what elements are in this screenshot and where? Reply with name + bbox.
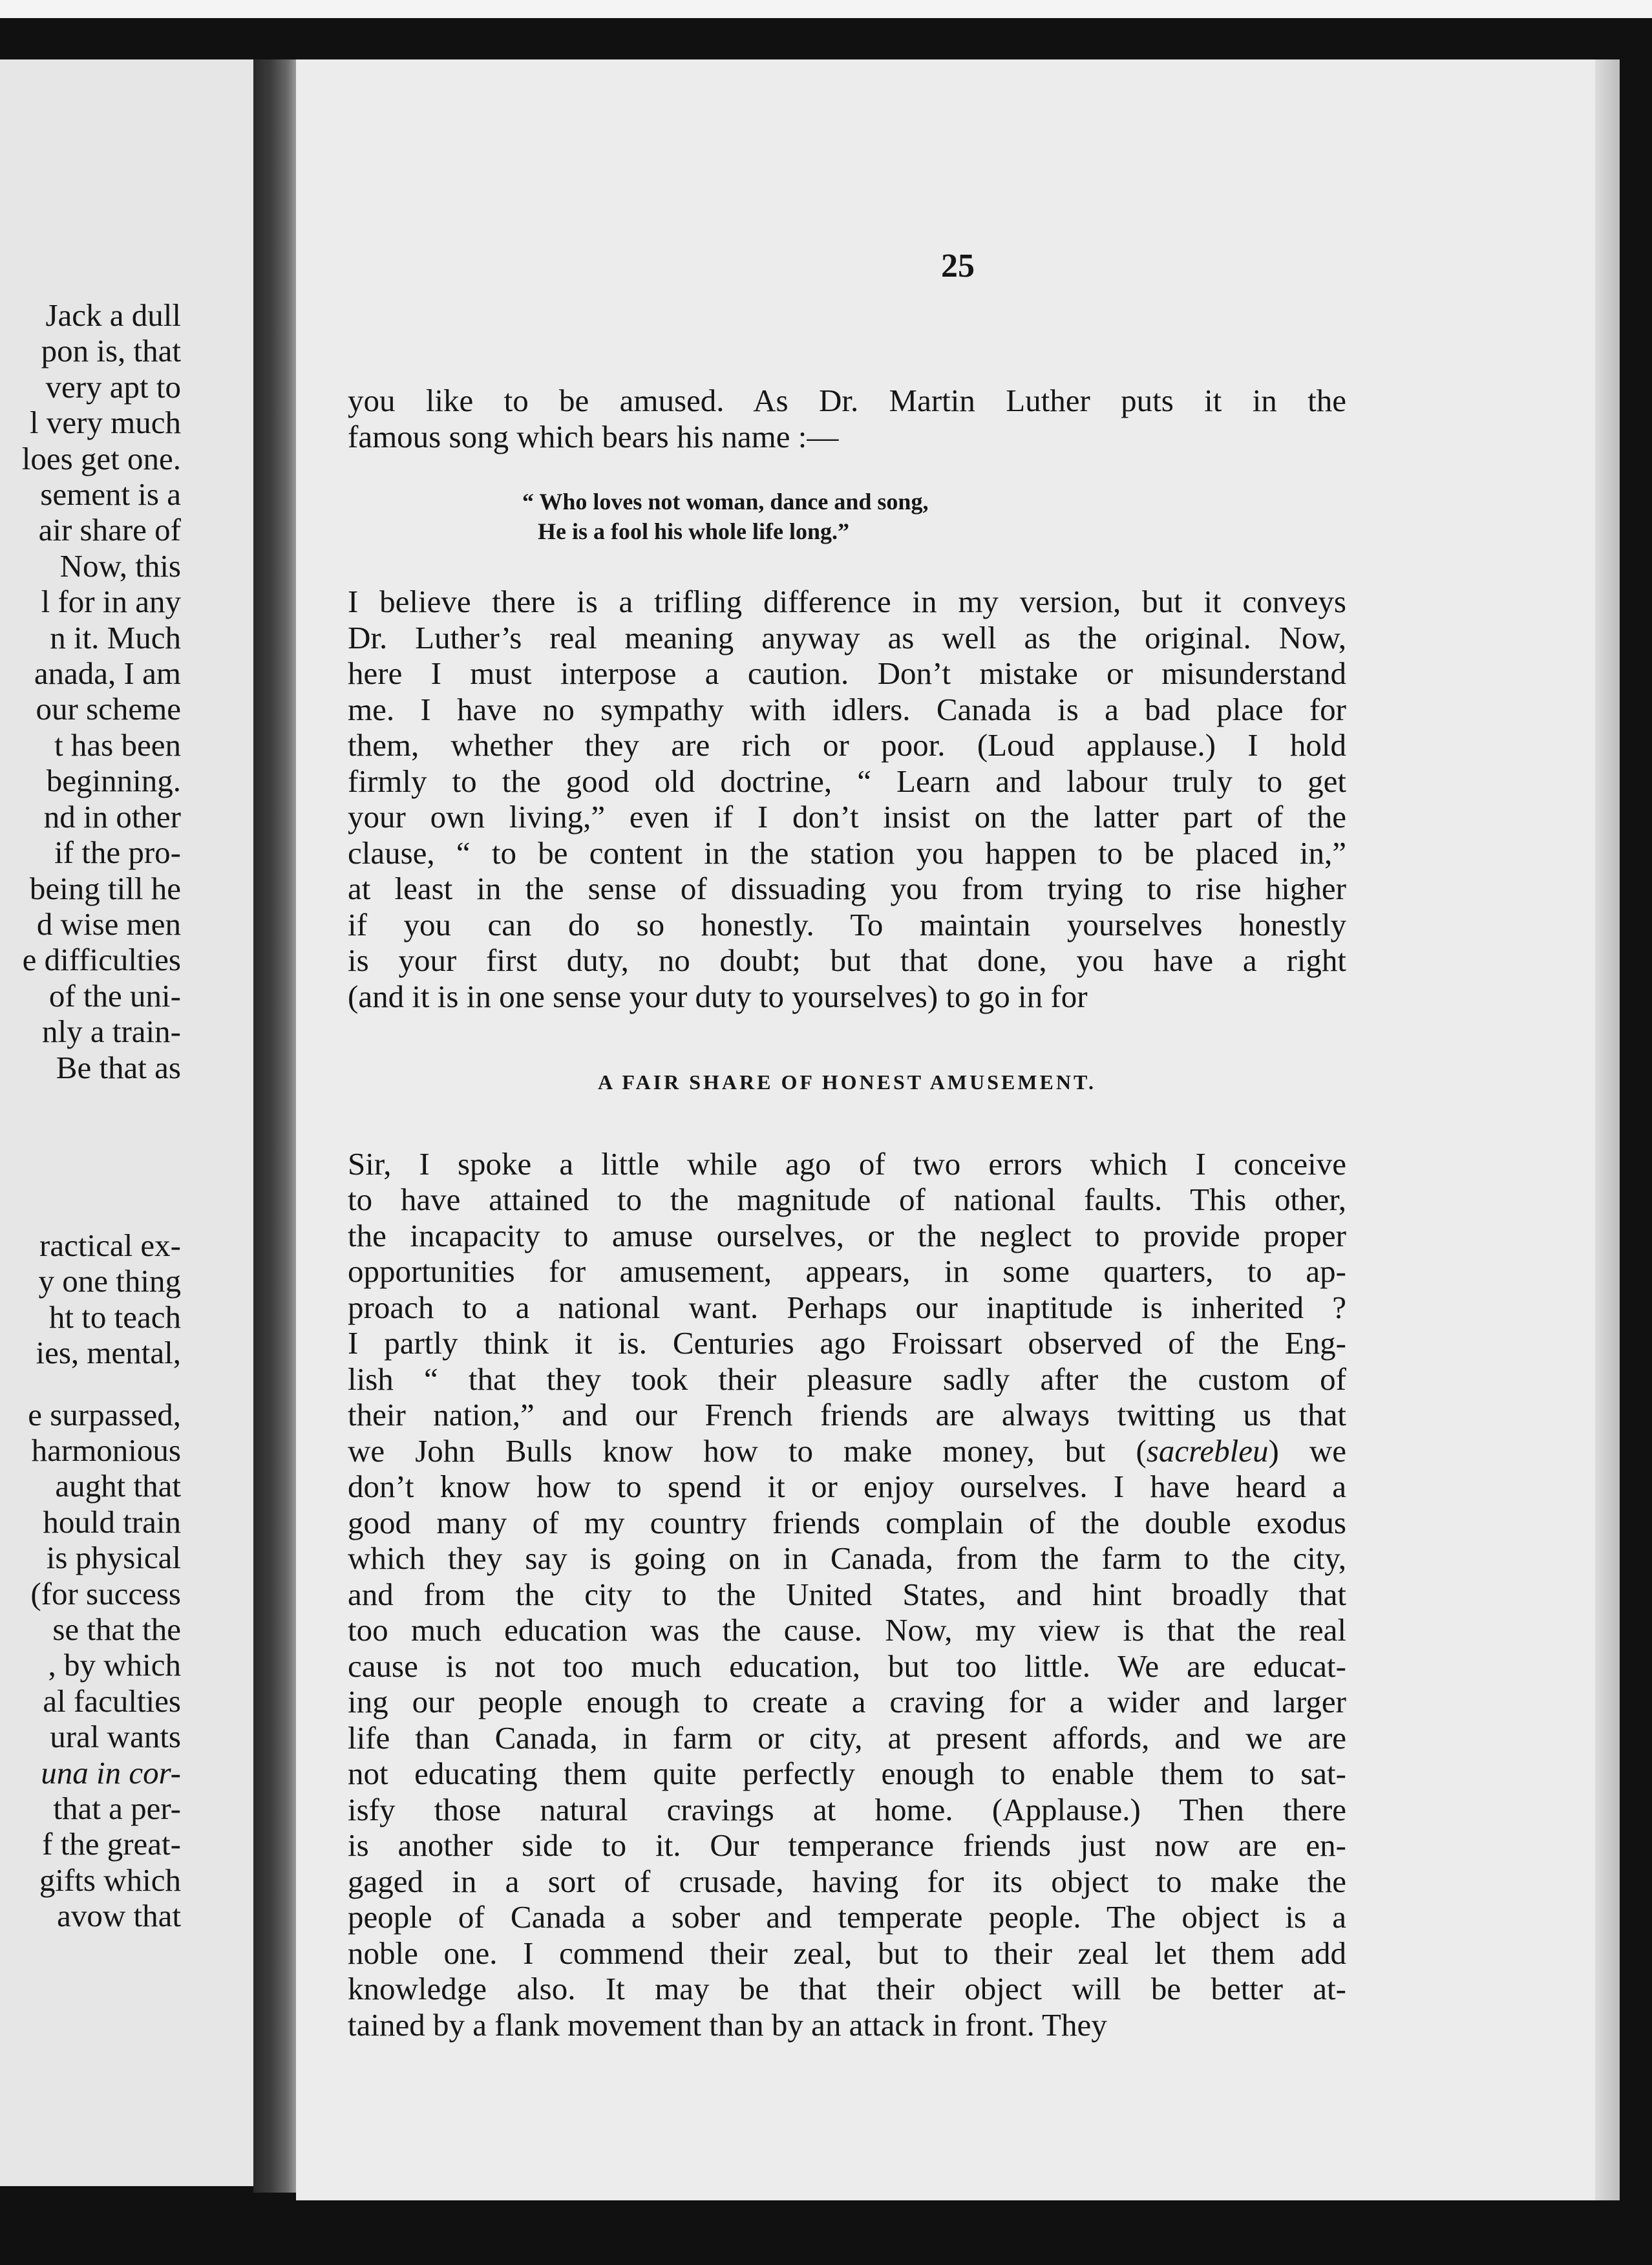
text-line: here I must interpose a caution. Don’t mistake or misunderstand [348, 655, 1346, 691]
text-line: beginning. [46, 763, 181, 799]
text-line: gaged in a sort of crusade, having for its object to make the [348, 1863, 1346, 1899]
text-line: ing our people enough to create a craving for a wider and larger [348, 1684, 1346, 1719]
text-line: isfy those natural cravings at home. (Applause.) Then there [348, 1791, 1346, 1827]
text-line: too much education was the cause. Now, my view is that the real [348, 1612, 1346, 1648]
quote-line: “ Who loves not woman, dance and song, [522, 489, 929, 515]
text-line: which they say is going on in Canada, from the farm to the city, [348, 1540, 1346, 1576]
text-line: opportunities for amusement, appears, in some quarters, to ap- [348, 1253, 1346, 1289]
text-line: is another side to it. Our temperance friends just now are en- [348, 1827, 1346, 1863]
text-line: , by which [48, 1647, 181, 1683]
text-line: and from the city to the United States, and hint broadly that [348, 1576, 1346, 1612]
text-line: harmonious [31, 1432, 181, 1468]
text-line: ural wants [50, 1719, 181, 1755]
text-line: them, whether they are rich or poor. (Loud applause.) I hold [348, 727, 1346, 763]
text-line: not educating them quite perfectly enough to enable them to sat- [348, 1756, 1346, 1791]
text-line: me. I have no sympathy with idlers. Canada is a bad place for [348, 691, 1346, 727]
text-line: Now, this [59, 548, 181, 584]
text-line: e surpassed, [28, 1396, 181, 1432]
text-line: at least in the sense of dissuading you from trying to rise higher [348, 871, 1346, 906]
text-line: our scheme [36, 691, 181, 727]
song-quote [348, 487, 1346, 546]
text-line: knowledge also. It may be that their object will be better at- [348, 1971, 1346, 2006]
text-line: people of Canada a sober and temperate people. The object is a [348, 1899, 1346, 1935]
text-line: don’t know how to spend it or enjoy ourselves. I have heard a [348, 1469, 1346, 1504]
text-line: if the pro- [54, 835, 181, 871]
previous-page-lines-bottom [0, 1397, 181, 1934]
text-line: una in cor- [41, 1754, 181, 1791]
text-line: nly a train- [42, 1014, 181, 1050]
text-line: Jack a dull [45, 297, 181, 333]
text-line: is your first duty, no doubt; but that done, you have a right [348, 942, 1346, 978]
text-line: y one thing [38, 1263, 181, 1299]
text-line: life than Canada, in farm or city, at present affords, and we are [348, 1719, 1346, 1756]
text-line: to have attained to the magnitude of national faults. This other, [348, 1182, 1346, 1217]
text-line: ractical ex- [39, 1227, 181, 1263]
paragraph-amusement [348, 1146, 1346, 2043]
text-line: avow that [57, 1898, 181, 1934]
text-line: noble one. I commend their zeal, but to their zeal let them add [348, 1935, 1346, 1971]
text-line: hould train [43, 1504, 181, 1540]
text-line: the incapacity to amuse ourselves, or the neglect to provide proper [348, 1217, 1346, 1253]
text-line: t has been [54, 727, 181, 763]
text-line: f the great- [42, 1826, 181, 1862]
text-line: cause is not too much education, but too little. We are educat- [348, 1648, 1346, 1684]
quote-line: He is a fool his whole life long.” [538, 518, 850, 544]
text-line: very apt to [45, 368, 181, 405]
text-line: air share of [38, 512, 181, 548]
text-line: firmly to the good old doctrine, “ Learn and labour truly to get [348, 763, 1346, 799]
text-line: (and it is in one sense your duty to yourselves) to go in for [348, 978, 1088, 1014]
text-line: l for in any [41, 584, 181, 620]
text-line: (for success [30, 1575, 181, 1611]
previous-page [0, 59, 253, 2186]
text-line: we John Bulls know how to make money, but (sacrebleu) we [348, 1432, 1347, 1469]
page-edge [1595, 59, 1620, 2200]
text-line: tained by a flank movement than by an attack in front. They [348, 2006, 1107, 2043]
text-line: l very much [29, 405, 181, 441]
paragraph-caution [348, 584, 1346, 1014]
previous-page-text [0, 297, 181, 1934]
text-line: anada, I am [34, 655, 181, 692]
text-line: I believe there is a trifling difference in my version, but it conveys [348, 584, 1346, 619]
text-line: sement is a [40, 476, 181, 513]
text-line: of the uni- [48, 977, 181, 1014]
text-line: ht to teach [48, 1299, 181, 1335]
text-line: nd in other [43, 798, 181, 835]
text-line: your own living,” even if I don’t insist on the latter part of the [348, 799, 1346, 835]
book-gutter [253, 59, 296, 2193]
text-line: that a per- [53, 1791, 181, 1827]
text-line: n it. Much [50, 619, 181, 655]
scan-top-strip [0, 0, 1652, 18]
text-line: being till he [29, 870, 181, 906]
text-line: Dr. Luther’s real meaning anyway as well as the original. Now, [348, 619, 1346, 655]
text-line: Sir, I spoke a little while ago of two errors which I conceive [348, 1145, 1346, 1182]
text-line: good many of my country friends complain of the double exodus [348, 1504, 1346, 1540]
text-line: proach to a national want. Perhaps our inaptitude is inherited ? [348, 1289, 1346, 1325]
text-line: aught that [55, 1468, 181, 1504]
previous-page-lines-top [0, 297, 181, 1085]
text-line: gifts which [39, 1862, 181, 1898]
text-line: pon is, that [41, 333, 181, 369]
text-line: is physical [46, 1540, 181, 1576]
paragraph-intro [348, 383, 1346, 454]
text-line: I partly think it is. Centuries ago Froissart observed of the Eng- [348, 1325, 1346, 1361]
text-line: d wise men [36, 906, 181, 942]
text-line: famous song which bears his name :— [348, 418, 839, 454]
text-line: clause, “ to be content in the station you happen to be placed in,” [348, 835, 1346, 871]
section-heading: A FAIR SHARE OF HONEST AMUSEMENT. [598, 1070, 1096, 1094]
text-line: loes get one. [21, 440, 181, 476]
text-line: Be that as [56, 1049, 181, 1085]
text-line: al faculties [43, 1683, 181, 1719]
text-line: you like to be amused. As Dr. Martin Luther puts it in the [348, 383, 1346, 418]
text-line: if you can do so honestly. To maintain yourselves honestly [348, 906, 1346, 942]
text-line: ies, mental, [36, 1335, 181, 1371]
page-number: 25 [941, 248, 975, 284]
text-line: lish “ that they took their pleasure sadly after the custom of [348, 1361, 1346, 1397]
text-line: se that the [52, 1611, 181, 1647]
book-page [296, 59, 1620, 2200]
page-body [348, 383, 1346, 2043]
text-line: e difficulties [22, 942, 181, 978]
previous-page-lines-middle [0, 1228, 181, 1371]
text-line: their nation,” and our French friends are always twitting us that [348, 1397, 1346, 1432]
